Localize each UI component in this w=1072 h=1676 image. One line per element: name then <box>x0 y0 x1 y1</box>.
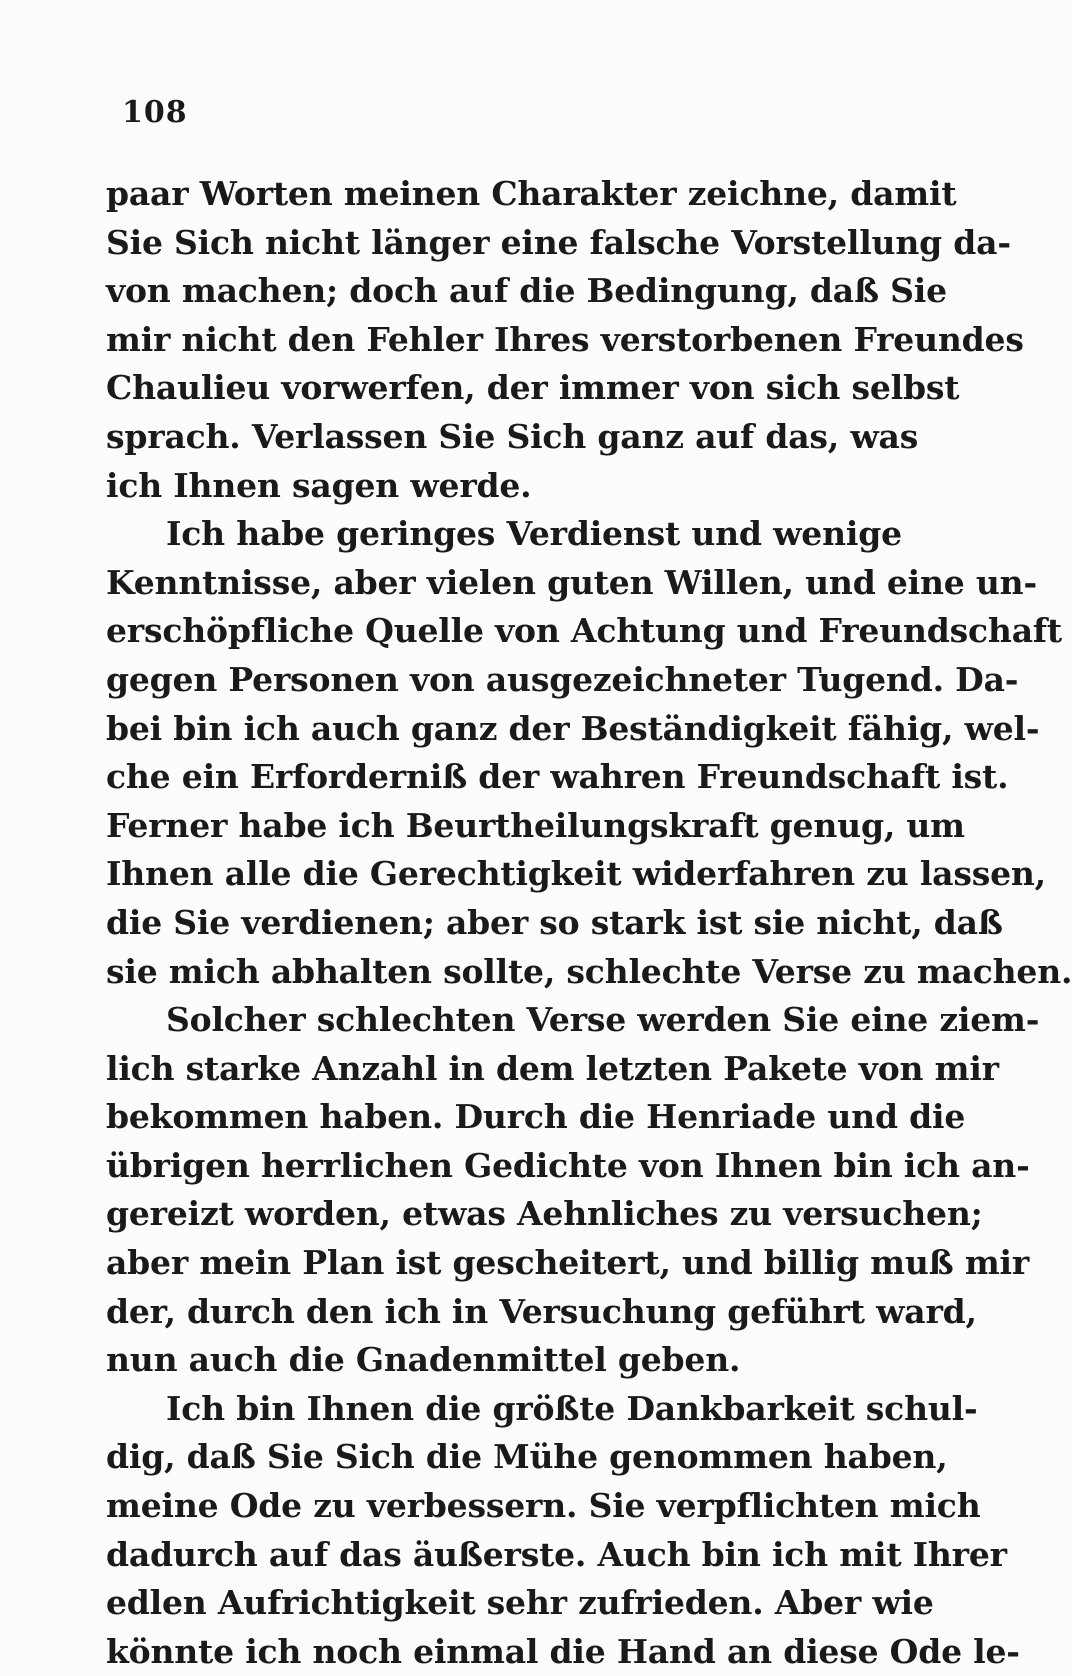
paragraph-start-line: Ich habe geringes Verdienst und wenige <box>166 514 902 554</box>
text-line: Chaulieu vorwerfen, der immer von sich selbst <box>106 368 960 408</box>
text-line: erschöpfliche Quelle von Achtung und Freundschaft <box>106 611 1062 651</box>
text-line: gegen Personen von ausgezeichneter Tugend. Da- <box>106 659 1019 699</box>
text-line: meine Ode zu verbessern. Sie verpflichten mich <box>106 1486 981 1526</box>
text-line: dig, daß Sie Sich die Mühe genommen haben, <box>106 1437 948 1477</box>
text-line: der, durch den ich in Versuchung geführt ward, <box>106 1291 977 1331</box>
page-number: 108 <box>122 95 188 130</box>
text-line: sprach. Verlassen Sie Sich ganz auf das, was <box>106 416 919 456</box>
paragraph-start-line: Solcher schlechten Verse werden Sie eine ziem- <box>166 1000 1040 1040</box>
text-line: Sie Sich nicht länger eine falsche Vorstellung da- <box>106 222 1011 262</box>
text-line: übrigen herrlichen Gedichte von Ihnen bin ich an- <box>106 1145 1030 1185</box>
text-line: sie mich abhalten sollte, schlechte Verse zu machen. <box>106 951 1072 991</box>
text-line: aber mein Plan ist gescheitert, und billig muß mir <box>106 1243 1030 1283</box>
text-line: die Sie verdienen; aber so stark ist sie nicht, daß <box>106 902 1003 942</box>
text-line: dadurch auf das äußerste. Auch bin ich mit Ihrer <box>106 1534 1007 1574</box>
text-line: che ein Erforderniß der wahren Freundschaft ist. <box>106 757 1009 797</box>
text-line: edlen Aufrichtigkeit sehr zufrieden. Aber wie <box>106 1583 934 1623</box>
text-line: paar Worten meinen Charakter zeichne, damit <box>106 174 957 213</box>
paragraph-start-line: Ich bin Ihnen die größte Dankbarkeit schul- <box>166 1388 978 1428</box>
text-line: lich starke Anzahl in dem letzten Pakete von mir <box>106 1048 999 1088</box>
text-line: könnte ich noch einmal die Hand an diese Ode le- <box>106 1631 1020 1671</box>
body-text <box>106 170 1072 1676</box>
text-line: Kenntnisse, aber vielen guten Willen, und eine un- <box>106 562 1037 602</box>
text-line: bekommen haben. Durch die Henriade und die <box>106 1097 966 1137</box>
text-line: bei bin ich auch ganz der Beständigkeit fähig, wel- <box>106 708 1040 748</box>
text-line: ich Ihnen sagen werde. <box>106 465 532 505</box>
text-line: von machen; doch auf die Bedingung, daß Sie <box>106 271 947 311</box>
text-line: Ferner habe ich Beurtheilungskraft genug, um <box>106 805 965 845</box>
text-line: mir nicht den Fehler Ihres verstorbenen Freundes <box>106 319 1024 359</box>
text-line: gereizt worden, etwas Aehnliches zu versuchen; <box>106 1194 983 1234</box>
text-line: nun auch die Gnadenmittel geben. <box>106 1340 741 1380</box>
text-line: Ihnen alle die Gerechtigkeit widerfahren zu lassen, <box>106 854 1046 894</box>
